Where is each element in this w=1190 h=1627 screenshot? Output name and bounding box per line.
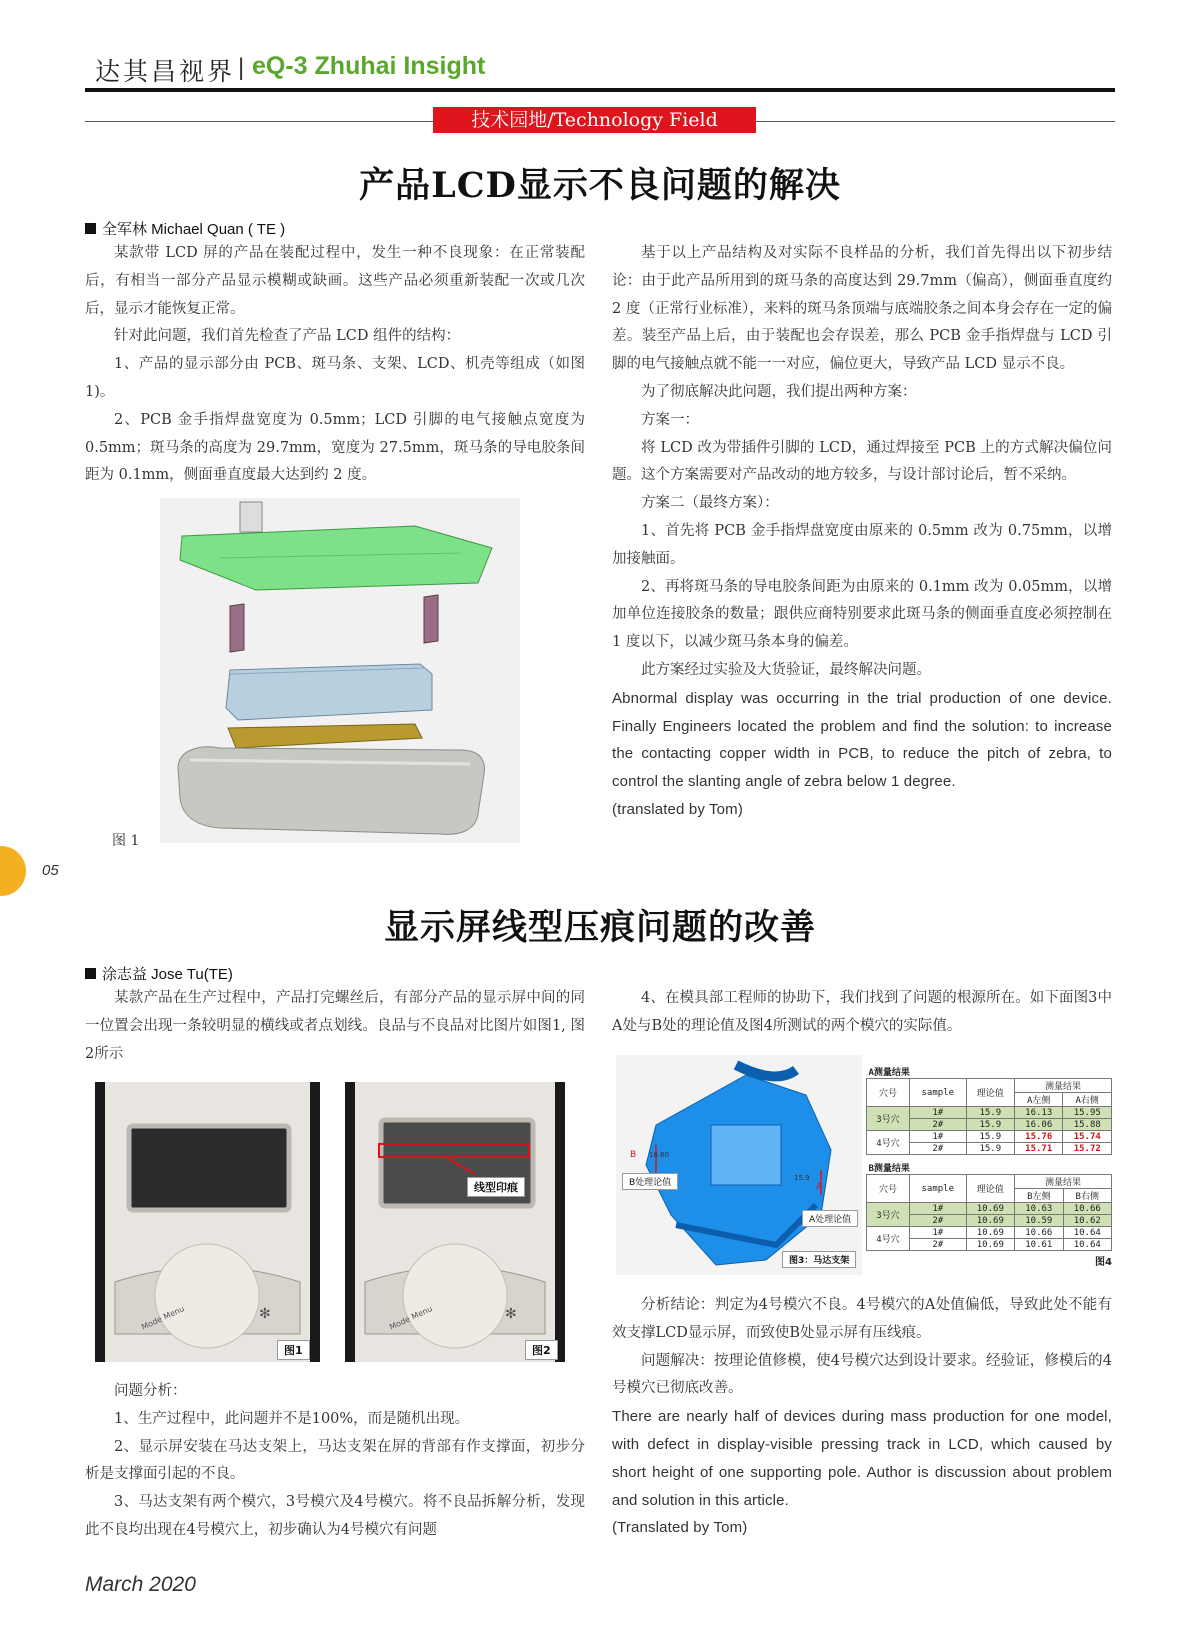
col-header: B右侧	[1063, 1189, 1111, 1203]
article2-author: 涂志益 Jose Tu(TE)	[102, 966, 233, 983]
b-theory-label: B处理论值	[622, 1173, 678, 1190]
paragraph: 方案一：	[641, 411, 699, 428]
table-cell: 4号穴	[867, 1227, 910, 1251]
table-cell: 16.06	[1014, 1119, 1062, 1131]
paragraph: 1、首先将 PCB 金手指焊盘宽度由原来的 0.5mm 改为 0.75mm，以增加接触面。	[612, 522, 1112, 567]
paragraph: 此方案经过实验及大货验证，最终解决问题。	[641, 661, 931, 678]
table-b-title: B测量结果	[868, 1164, 910, 1174]
issue-date: March 2020	[85, 1573, 196, 1596]
paragraph: 2、PCB 金手指焊盘宽度为 0.5mm；LCD 引脚的电气接触点宽度为 0.5mm；斑马条的高度为 29.7mm，宽度为 27.5mm，斑马条的导电胶条间距为 0.1mm，侧面垂直度最大达到约 2 度。	[85, 411, 585, 484]
col-header: sample	[909, 1175, 966, 1203]
col-header: 理论值	[966, 1079, 1014, 1107]
paragraph: 分析结论：判定为4号模穴不良。4号模穴的A处值偏低，导致此处不能有效支撑LCD显示屏，而致使B处显示屏有压线痕。	[612, 1297, 1112, 1341]
figure4-measurement-tables	[866, 1065, 1112, 1275]
table-cell: 2#	[909, 1143, 966, 1155]
dimension-a-value: 15.9	[794, 1174, 810, 1182]
device-photo-defect	[345, 1082, 565, 1362]
bracket-part	[226, 664, 432, 720]
figure1-exploded-view	[160, 498, 520, 843]
table-cell: 15.74	[1063, 1131, 1112, 1143]
connector-part	[240, 502, 262, 532]
table-a-measurements	[866, 1065, 1112, 1155]
zebra-strip-right	[424, 595, 438, 643]
col-header: 穴号	[867, 1079, 910, 1107]
exploded-assembly-illustration	[160, 498, 520, 843]
snowflake-icon: ✻	[259, 1306, 271, 1322]
col-header: A右侧	[1063, 1093, 1112, 1107]
paragraph: 基于以上产品结构及对实际不良样品的分析，我们首先得出以下初步结论：由于此产品所用到的斑马条的高度达到 29.7mm（偏高），侧面垂直度约 2 度（正常行业标准），来料的斑马条顶端与底端胶条之间本身会存在一定的偏差。装至产品上后，由于装配也会存误差，那么 PCB 金手指焊盘与 LCD 引脚的电气接触点就不能一一对应，偏位更大，导致产品 LCD 显示不良。	[612, 245, 1112, 373]
table-cell: 10.61	[1015, 1239, 1063, 1251]
photo1-label: 图1	[277, 1340, 310, 1360]
table-cell: 16.13	[1014, 1107, 1062, 1119]
table-cell: 10.69	[966, 1227, 1014, 1239]
table-cell: 15.9	[966, 1119, 1014, 1131]
col-header: A左侧	[1014, 1093, 1062, 1107]
col-header: 理论值	[966, 1175, 1014, 1203]
defect-callout-label: 线型印痕	[467, 1177, 525, 1197]
table-cell: 2#	[909, 1119, 966, 1131]
english-summary: Abnormal display was occurring in the trial production of one device. Finally Engineers located the problem and find the solution: to increase the contacting copper width in PCB, to reduce the pitch of zebra, to control the slanting angle of zebra below 1 degree.	[612, 689, 1112, 791]
table-cell: 1#	[909, 1227, 966, 1239]
table-cell: 10.66	[1015, 1227, 1063, 1239]
page-number-tab	[0, 846, 26, 896]
table-cell: 2#	[909, 1215, 966, 1227]
table-cell: 4号穴	[867, 1131, 910, 1155]
point-a-marker: A	[816, 1182, 823, 1192]
figure3-caption: 图3：马达支架	[782, 1251, 856, 1268]
col-header: 测量结果	[1014, 1079, 1111, 1093]
masthead-rule	[85, 88, 1115, 92]
article2-byline	[85, 963, 233, 984]
article2-intro	[85, 985, 585, 1068]
table-a-title: A测量结果	[868, 1068, 910, 1078]
masthead-separator: |	[238, 54, 245, 81]
paragraph: 为了彻底解决此问题，我们提出两种方案：	[641, 383, 917, 400]
article1-left-column	[85, 240, 585, 490]
table-cell: 15.9	[966, 1107, 1014, 1119]
lcd-panel	[228, 724, 422, 748]
paragraph: 将 LCD 改为带插件引脚的 LCD，通过焊接至 PCB 上的方式解决偏位问题。这个方案需要对产品改动的地方较多，与设计部讨论后，暂不采纳。	[612, 439, 1112, 484]
article1-right-column	[612, 240, 1112, 824]
point-b-marker: B	[630, 1150, 637, 1160]
table-cell: 1#	[909, 1107, 966, 1119]
article2-analysis	[85, 1378, 585, 1545]
table-cell: 1#	[909, 1131, 966, 1143]
figure4-caption: 图4	[1095, 1257, 1112, 1268]
masthead-title-en: eQ-3 Zhuhai Insight	[252, 52, 486, 80]
analysis-heading: 问题分析：	[114, 1383, 187, 1399]
table-cell: 15.76	[1014, 1131, 1062, 1143]
article2-right-intro	[612, 985, 1112, 1041]
table-row	[867, 1227, 1112, 1239]
motor-bracket-render	[616, 1055, 862, 1275]
paragraph: 1、产品的显示部分由 PCB、斑马条、支架、LCD、机壳等组成（如图 1)。	[85, 356, 585, 400]
table-cell: 15.88	[1063, 1119, 1112, 1131]
table-cell: 10.59	[1015, 1215, 1063, 1227]
article1-byline	[85, 218, 285, 239]
figure3-motor-bracket	[616, 1055, 862, 1275]
table-cell: 10.62	[1063, 1215, 1111, 1227]
masthead-title-cn: 达其昌视界	[95, 57, 236, 86]
device-photo-good	[95, 1082, 320, 1362]
article2-title: 显示屏线型压痕问题的改善	[383, 907, 816, 948]
rotary-knob	[403, 1244, 507, 1348]
col-header: 穴号	[867, 1175, 910, 1203]
bracket-arch	[736, 1065, 796, 1076]
paragraph: 针对此问题，我们首先检查了产品 LCD 组件的结构：	[114, 328, 461, 345]
zebra-strip-left	[230, 604, 244, 652]
table-cell: 10.69	[966, 1203, 1014, 1215]
table-cell: 10.63	[1015, 1203, 1063, 1215]
analysis-item: 1、生产过程中，此问题并不是100%，而是随机出现。	[114, 1410, 470, 1427]
table-cell: 10.69	[966, 1239, 1014, 1251]
analysis-item: 2、显示屏安装在马达支架上，马达支架在屏的背部有作支撑面，初步分析是支撑面引起的不良。	[85, 1438, 585, 1483]
rotary-knob	[155, 1244, 259, 1348]
translator-credit: (translated by Tom)	[612, 800, 743, 818]
paragraph: 方案二（最终方案）：	[641, 495, 779, 512]
bullet-square-icon	[85, 968, 96, 979]
translator-credit: (Translated by Tom)	[612, 1519, 748, 1537]
table-cell: 1#	[909, 1203, 966, 1215]
table-cell: 15.72	[1063, 1143, 1112, 1155]
figure1-caption: 图 1	[112, 833, 140, 849]
paragraph: 4、在模具部工程师的协助下，我们找到了问题的根源所在。如下面图3中A处与B处的理论值及图4所测试的两个模穴的实际值。	[612, 990, 1112, 1034]
mode-menu-text: Mode Menu	[140, 1304, 186, 1332]
table-row	[867, 1131, 1112, 1143]
table-cell: 3号穴	[867, 1203, 910, 1227]
paragraph: 问题解决：按理论值修模，使4号模穴达到设计要求。经验证，修模后的4号模穴已彻底改善。	[612, 1352, 1112, 1397]
photo2-label: 图2	[525, 1340, 558, 1360]
paragraph: 某款产品在生产过程中，产品打完螺丝后，有部分产品的显示屏中间的同一位置会出现一条较明显的横线或者点划线。良品与不良品对比图片如图1, 图2所示	[85, 990, 585, 1062]
article2-conclusion	[612, 1292, 1112, 1542]
col-header: sample	[909, 1079, 966, 1107]
table-cell: 15.9	[966, 1131, 1014, 1143]
mode-menu-text: Mode Menu	[388, 1304, 434, 1332]
col-header: B左侧	[1015, 1189, 1063, 1203]
dimension-b-value: 16.60	[649, 1151, 670, 1159]
table-cell: 15.9	[966, 1143, 1014, 1155]
a-theory-label: A处理论值	[802, 1210, 858, 1227]
table-row	[867, 1203, 1112, 1215]
table-row	[867, 1107, 1112, 1119]
table-cell: 15.71	[1014, 1143, 1062, 1155]
table-cell: 3号穴	[867, 1107, 910, 1131]
photo-defect-sample	[345, 1082, 565, 1362]
analysis-item: 3、马达支架有两个模穴，3号模穴及4号模穴。将不良品拆解分析，发现此不良均出现在4号模穴上，初步确认为4号模穴有问题	[85, 1494, 585, 1538]
table-cell: 10.69	[966, 1215, 1014, 1227]
col-header: 测量结果	[1015, 1175, 1112, 1189]
table-b-measurements	[866, 1161, 1112, 1251]
article1-title: 产品LCD显示不良问题的解决	[359, 165, 841, 206]
page-number: 05	[42, 862, 59, 879]
table-cell: 15.95	[1063, 1107, 1112, 1119]
lcd-screen	[129, 1126, 289, 1210]
photo-good-sample	[95, 1082, 320, 1362]
table-cell: 10.66	[1063, 1203, 1111, 1215]
table-cell: 10.64	[1063, 1239, 1111, 1251]
table-cell: 10.64	[1063, 1227, 1111, 1239]
paragraph: 2、再将斑马条的导电胶条间距为由原来的 0.1mm 改为 0.05mm，以增加单位连接胶条的数量；跟供应商特别要求此斑马条的侧面垂直度必须控制在 1 度以下，以减少斑马条本身的偏差。	[612, 578, 1112, 651]
paragraph: 某款带 LCD 屏的产品在装配过程中，发生一种不良现象：在正常装配后，有相当一部分产品显示模糊或缺画。这些产品必须重新装配一次或几次后，显示才能恢复正常。	[85, 245, 585, 317]
bracket-cavity	[711, 1125, 781, 1185]
section-tag: 技术园地/Technology Field	[433, 107, 756, 133]
snowflake-icon: ✻	[505, 1306, 517, 1322]
english-summary: There are nearly half of devices during mass production for one model, with defect in display-visible pressing track in LCD, which caused by short height of one supporting pole. Author is discussion about problem and solution in this article.	[612, 1408, 1112, 1509]
table-cell: 2#	[909, 1239, 966, 1251]
bullet-square-icon	[85, 223, 96, 234]
article1-author: 全军林 Michael Quan ( TE )	[102, 221, 286, 238]
